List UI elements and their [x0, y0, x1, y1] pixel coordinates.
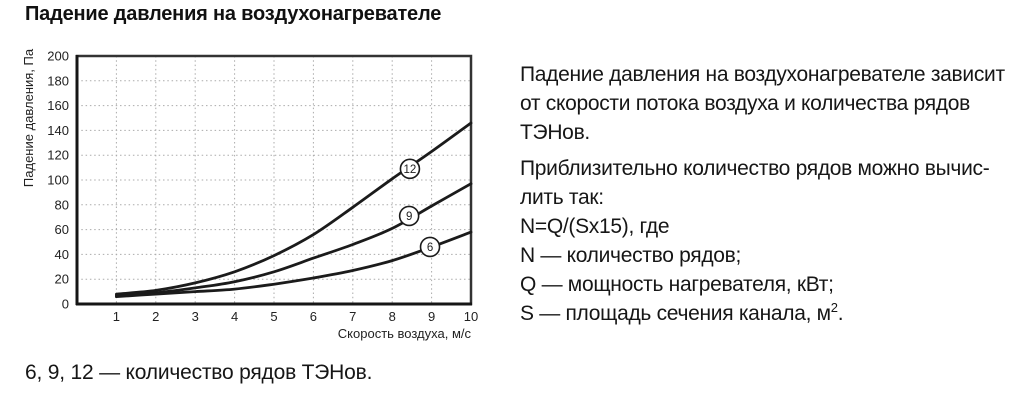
y-tick-label: 120 — [47, 147, 69, 163]
page-title: Падение давления на воздухонагревателе — [25, 3, 442, 25]
y-tick-label: 40 — [54, 246, 69, 262]
y-tick-label: 160 — [47, 98, 69, 114]
text-line: Q — мощность нагревателя, кВт; — [520, 273, 834, 296]
x-tick-label: 2 — [152, 309, 160, 324]
y-tick-label: 180 — [47, 73, 69, 89]
chart-caption: 6, 9, 12 — количество рядов ТЭНов. — [25, 361, 373, 384]
text-segment: . — [837, 302, 844, 325]
x-tick-label: 8 — [388, 309, 396, 324]
text-line: Падение давления на воздухонагревателе зависит — [520, 63, 1005, 86]
curve-label-9: 9 — [405, 210, 413, 223]
y-tick-label: 140 — [47, 122, 69, 138]
formula-line: N=Q/(Sx15), где — [520, 215, 670, 238]
x-tick-label: 6 — [309, 309, 318, 324]
text-line: N — количество рядов; — [520, 244, 742, 267]
description-text — [520, 60, 1014, 328]
pressure-drop-chart — [0, 40, 500, 360]
x-tick-label: 1 — [112, 309, 121, 324]
y-tick-label: 200 — [47, 48, 69, 64]
y-tick-label: 80 — [54, 197, 69, 213]
text-line: от скорости потока воздуха и количества рядов — [520, 92, 970, 115]
curve-label-12: 12 — [403, 163, 417, 176]
curve-9-rows — [116, 184, 471, 296]
y-axis-label: Падение давления, Па — [21, 48, 36, 188]
x-tick-label: 10 — [463, 309, 479, 324]
text-line: Приблизительно количество рядов можно вычис- — [520, 157, 990, 180]
curve-label-6: 6 — [426, 241, 434, 254]
text-line — [520, 299, 1014, 328]
x-tick-label: 4 — [230, 309, 239, 324]
y-tick-label: 20 — [54, 271, 69, 287]
x-tick-label: 3 — [191, 309, 199, 324]
curve-12-rows — [116, 123, 471, 294]
y-tick-label: 60 — [54, 222, 69, 238]
x-tick-label: 5 — [270, 309, 278, 324]
text-segment: S — площадь сечения канала, м — [520, 302, 831, 325]
x-axis-label: Скорость воздуха, м/с — [337, 326, 471, 341]
superscript: 2 — [830, 300, 838, 315]
y-tick-label: 100 — [47, 172, 69, 188]
y-tick-label: 0 — [61, 296, 69, 312]
x-tick-label: 9 — [427, 309, 436, 324]
text-line: ТЭНов. — [520, 121, 590, 144]
text-line: лить так: — [520, 186, 604, 209]
x-tick-label: 7 — [349, 309, 357, 324]
